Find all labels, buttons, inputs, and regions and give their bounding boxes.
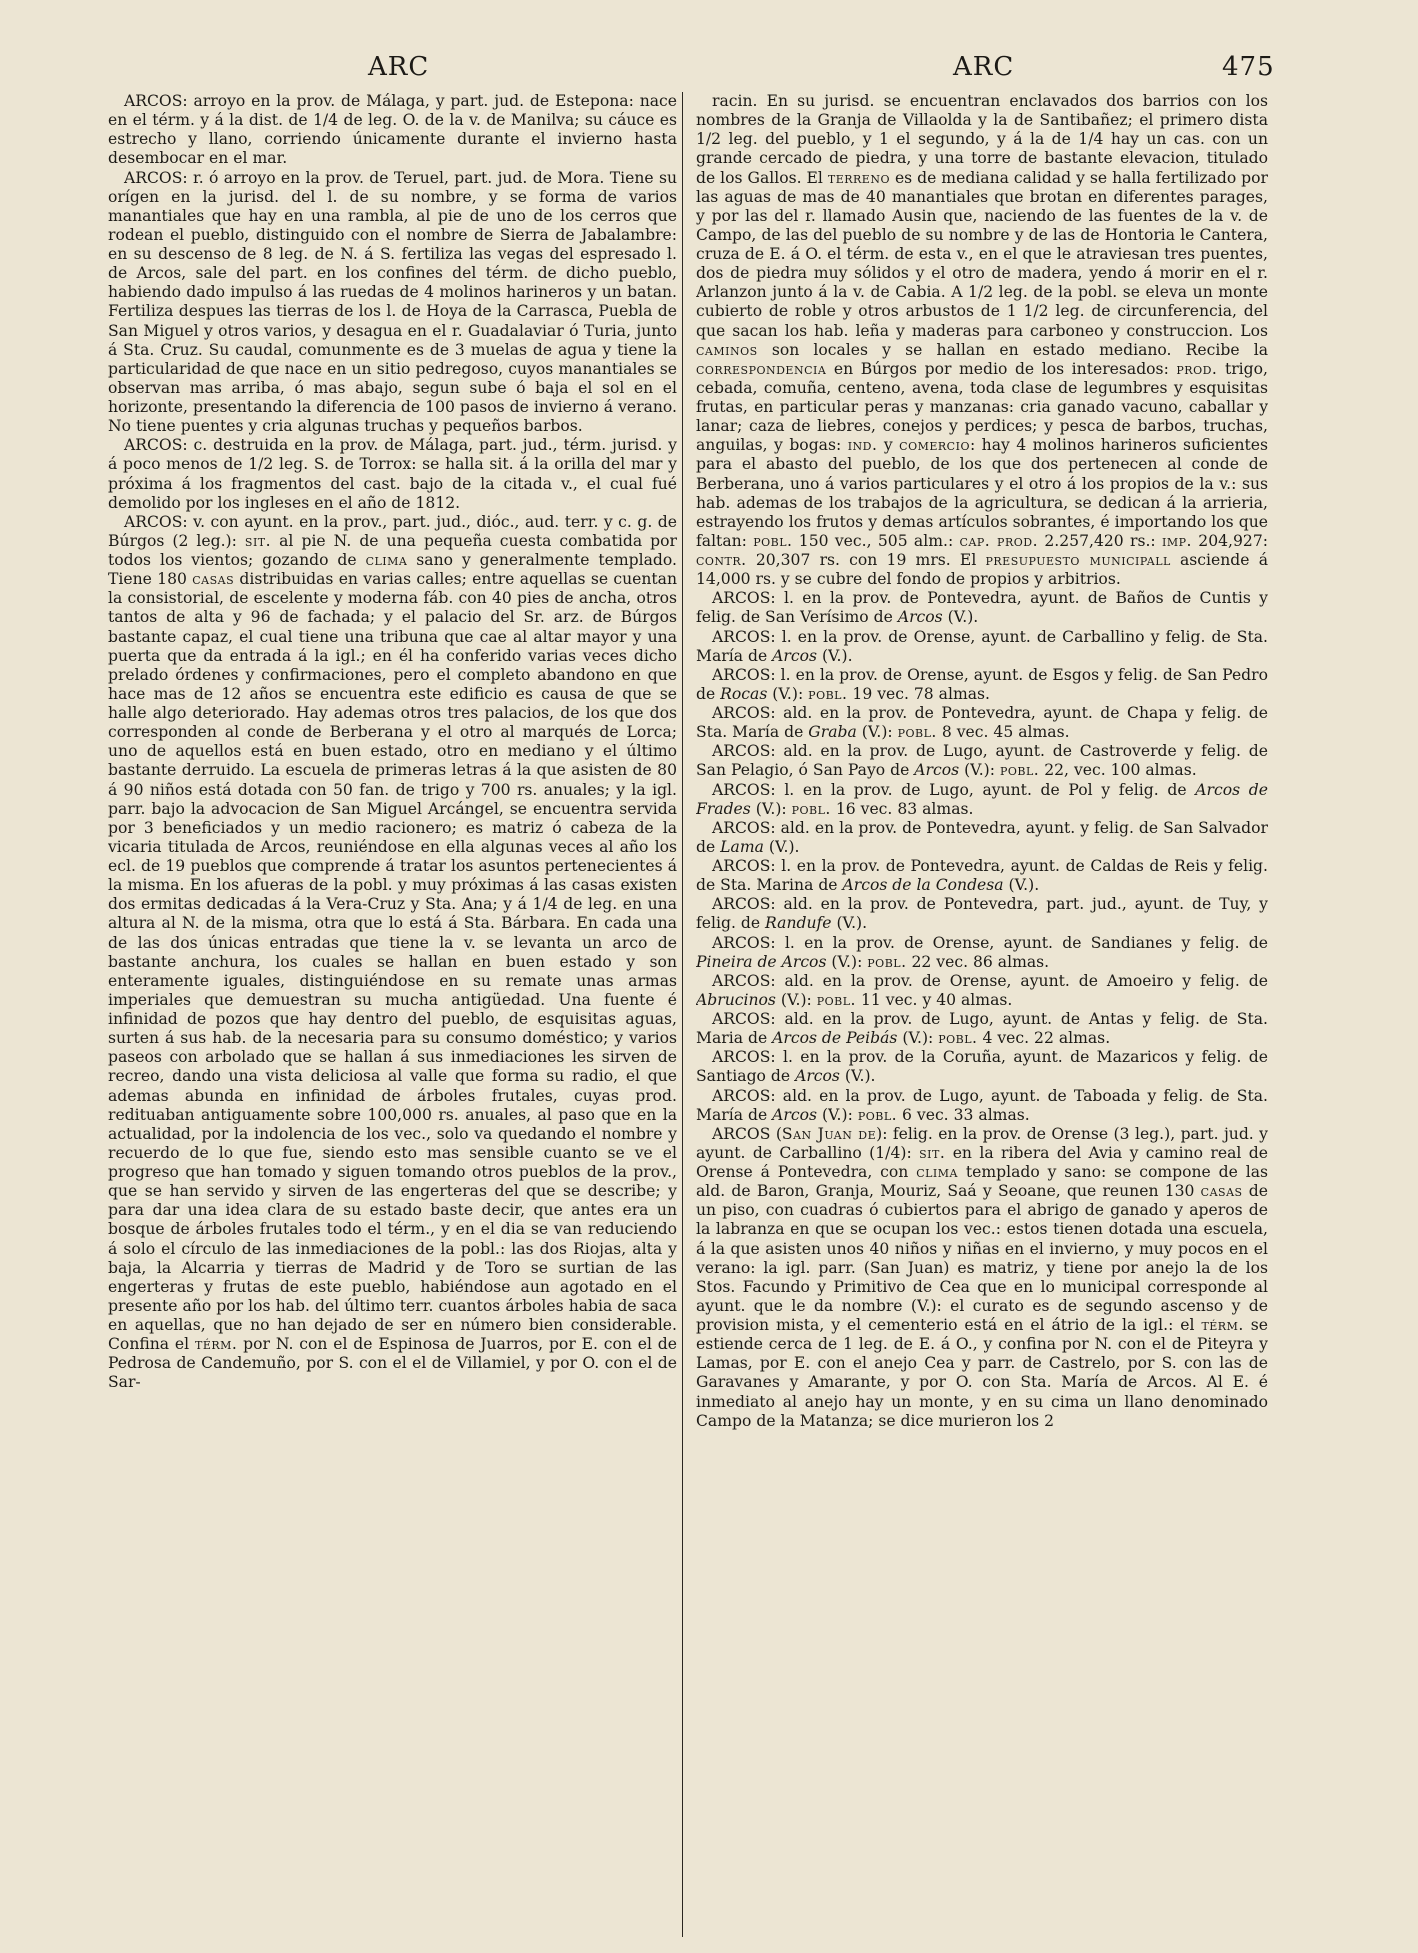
dictionary-entry — [108, 169, 677, 437]
entry-text: (V.): — [959, 761, 1000, 780]
entry-place-name: Arcos — [795, 1067, 840, 1086]
dictionary-entry — [696, 742, 1268, 780]
entry-label: sit. — [919, 1143, 946, 1162]
dictionary-entry — [696, 781, 1268, 819]
entry-text: (V.): — [767, 684, 809, 703]
entry-label: térm. — [1201, 1316, 1244, 1334]
entry-text: (V.): — [856, 723, 898, 742]
entry-text: (V.). — [763, 837, 800, 856]
entry-place-name: Arcos — [914, 761, 960, 780]
dictionary-entry — [696, 1087, 1268, 1125]
entry-text: ARCOS: c. destruida en la prov. de Málaga, part. jud., térm. jurisd. y á poco menos de 1/2 leg. S. de Torrox: se halla sit. á la orilla del mar y próxima á los fragmentos del cast. bajo de la citada v., el cual fué demolido por los ingleses en el año de 1812. — [108, 436, 677, 512]
dictionary-entry — [696, 704, 1268, 742]
entry-text: ARCOS: ald. en la prov. de Pontevedra, part. jud., ayunt. de Tuy, y felig. de — [696, 895, 1268, 933]
entry-label: caminos — [696, 340, 758, 359]
entry-label: pobl. — [791, 799, 831, 818]
entry-text: : hay 4 molinos harineros suficientes para el abasto del pueblo, de los que dos pertenecen al conde de Berberana, uno á varios particulares y el otro á los propios de la v.: sus hab. ademas de los trabajos de la agricultura, se dedican á la arrieria, estrayendo los frutos y demas artículos sobrantes, é importando los que faltan: — [696, 436, 1268, 550]
entry-text: (V.): — [750, 799, 792, 818]
entry-text: distribuidas en varias calles; entre aquellas se cuentan la consistorial, de escelente y moderna fáb. con 40 pies de ancha, otros tantos de alta y 96 de fachada; y el palacio del Sr. arz. de Búrgos bastante capaz, el cual tiene una tribuna que cae al altar mayor y una puerta que da entrada á la igl.; en él ha conferido varias veces dicho prelado órdenes y confirmaciones, pero el completo abandono en que hace mas de 12 años se encuentra este edificio es causa de que se halle algo deteriorado. Hay ademas otros tres palacios, de los que dos corresponden al conde de Berberana y el otro al marqués de Lorca; uno de aquellos está en buen estado, otro en mediano y el último bastante derruido. La escuela de primeras letras á la que asisten de 80 á 90 niños está dotada con 50 fan. de trigo y 700 rs. anuales; y la igl. parr. bajo la advocacion de San Miguel Arcángel, se encuentra servida por 3 beneficiados y un medio racionero; es matriz ó cabeza de la vicaria titulada de Arcos, reuniéndose en ella algunas veces al año los ecl. de 19 pueblos que comprende á tratar los asuntos pertenecientes á la misma. En los afueras de la pobl. y muy próximas á las casas existen dos ermitas dedicadas á la Vera-Cruz y Sta. Ana; y á 1/4 de leg. en una altura al N. de la misma, otra que lo está á Sta. Bárbara. En cada una de las dos únicas entradas que tiene la v. se levanta un arco de bastante anchura, los cuales se hallan en buen estado y son enteramente iguales, distinguiéndose en su remate unas armas imperiales que demuestran su mucha antigüedad. Una fuente é infinidad de pozos que hay dentro del pueblo, de esquisitas aguas, surten á sus hab. de la necesaria para su consumo doméstico; y varios paseos con arbolado que se hallan á sus inmediaciones les sirven de recreo, dando una vista deliciosa al valle que forma su radio, el que ademas abunda en infinidad de árboles frutales, cuyas prod. redituaban antiguamente sobre 100,000 rs. anuales, al paso que en la actualidad, por la indolencia de los vec., solo va quedando el nombre y recuerdo de lo que fue, siendo esto mas sensible cuanto se ve el progreso que han tomado y siguen tomando otros pueblos de la prov., que se han servido y sirven de las engerteras del que se describe; y para dar una idea clara de su estado baste decir, que antes era un bosque de árboles frutales todo el térm., y en el dia se van reduciendo á solo el círculo de las inmediaciones de la pobl.: las dos Riojas, alta y baja, la Alcarria y tierras de Madrid y de Toro se surtian de las engerteras y frutas de este pueblo, habiéndose aun agotado en el presente año por los hab. del último terr. cuantos árboles habia de saca en aquellas, que no han dejado de ser en número bien considerable. Confina el — [108, 570, 677, 1354]
header-left-keyword: ARC — [368, 52, 430, 82]
entry-text: ARCOS: l. en la prov. de Lugo, ayunt. de Pol y felig. de — [712, 780, 1196, 799]
entry-text: 2.257,420 rs.: — [1038, 531, 1162, 550]
dictionary-entry — [696, 895, 1268, 933]
entry-label: pobl. — [867, 952, 907, 971]
entry-text: de un piso, con cuadras ó cubiertos para el abrigo de ganado y aperos de la labranza en que se ocupan los vec.: estos tienen dotada una escuela, á la que asisten unos 40 niños y niñas en el invierno, y muy pocos en el verano: la igl. parr. (San Juan) es matriz, y tiene por anejo la de los Stos. Facundo y Primitivo de Cea que en lo municipal corresponde al ayunt. que le da nombre (V.): el curato es de segundo ascenso y de provision mista, y el cementerio está en el átrio de la igl.: el — [696, 1182, 1268, 1334]
entry-text: ARCOS: ald. en la prov. de Lugo, ayunt. de Taboada y felig. de Sta. María de — [696, 1086, 1268, 1124]
entry-label: correspondencia — [696, 359, 827, 378]
entry-text: ARCOS: r. ó arroyo en la prov. de Teruel, part. jud. de Mora. Tiene su orígen en la jurisd. del l. de su nombre, y se forma de varios manantiales que hay en una rambla, al pie de uno de los cerros que rodean el pueblo, distinguido con el nombre de Sierra de Jabalambre: en su descenso de 8 leg. de N. á S. fertiliza las vegas del espresado l. de Arcos, sale del part. en los confines del térm. de dicho pueblo, habiendo dado impulso á las ruedas de 4 molinos harineros y un batan. Fertiliza despues las tierras de los l. de Hoya de la Carrasca, Puebla de San Miguel y otros varios, y desagua en el r. Guadalaviar ó Turia, junto á Sta. Cruz. Su caudal, comunmente es de 3 muelas de agua y tiene la particularidad de que nace en un sitio pedregoso, cuyos manantiales se observan mas arriba, ó mas abajo, segun sube ó baja el sol en el horizonte, presentando la diferencia de 100 pasos de invierno á verano. No tiene puentes y cria algunas truchas y pequeños barbos. — [108, 168, 677, 436]
entry-label: casas — [192, 570, 235, 589]
dictionary-entry — [696, 1048, 1268, 1086]
entry-text: ARCOS: ald. en la prov. de Orense, ayunt. de Amoeiro y felig. de — [712, 971, 1268, 990]
entry-text: 16 vec. 83 almas. — [830, 799, 974, 818]
entry-place-name: Arcos — [772, 1105, 817, 1124]
entry-text: sano y generalmente templado. Tiene 180 — [108, 551, 677, 589]
entry-text: 22, vec. 100 almas. — [1039, 761, 1197, 780]
entry-text: (V.): — [775, 990, 817, 1009]
entry-label: presupuesto municipall — [985, 551, 1171, 569]
entry-label: pobl. — [897, 723, 937, 742]
entry-text: (V.). — [816, 646, 853, 665]
entry-text: 20,307 rs. con 19 mrs. El — [746, 551, 986, 569]
header-right-keyword: ARC — [953, 52, 1015, 82]
entry-text: (V.). — [831, 914, 868, 933]
entry-text: ARCOS: ald. en la prov. de Lugo, ayunt. de Antas y felig. de Sta. Maria de — [696, 1010, 1268, 1048]
dictionary-entry — [696, 1010, 1268, 1048]
entry-text: (V.). — [839, 1067, 876, 1086]
entry-text: ARCOS: ald. en la prov. de Lugo, ayunt. de Castroverde y felig. de San Pelagio, ó San Payo de — [696, 742, 1268, 780]
dictionary-entry — [696, 819, 1268, 857]
entry-text: ARCOS: arroyo en la prov. de Málaga, y part. jud. de Estepona: nace en el térm. y á la dist. de 1/4 de leg. O. de la v. de Manilva; su cáuce es estrecho y llano, corriendo únicamente durante el invierno hasta desembocar en el mar. — [108, 92, 677, 168]
entry-place-name: Arcos de la Condesa — [842, 876, 1004, 895]
entry-text: ARCOS: l. en la prov. de Pontevedra, ayunt. de Caldas de Reis y felig. de Sta. Marina de — [696, 857, 1268, 895]
entry-text: en la ribera del Avia y camino real de Orense á Pontevedra, con — [696, 1143, 1268, 1181]
entry-text: templado y sano: se compone de las ald. de Baron, Granja, Mouriz, Saá y Seoane, que reunen 130 — [696, 1163, 1268, 1201]
dictionary-entry — [696, 628, 1268, 666]
dictionary-entry — [696, 972, 1268, 1010]
dictionary-entry — [108, 92, 677, 169]
dictionary-entry — [696, 666, 1268, 704]
entry-label: pobl. — [808, 684, 848, 703]
entry-text: son locales y se hallan en estado mediano. Recibe la — [757, 340, 1268, 359]
entry-text: 150 vec., 505 alm.: — [792, 531, 960, 550]
entry-text: y — [877, 436, 900, 455]
entry-text: (V.): — [897, 1029, 939, 1048]
entry-label: clima — [365, 551, 408, 569]
entry-label: pobl. — [816, 990, 856, 1009]
entry-text: 6 vec. 33 almas. — [897, 1105, 1030, 1124]
entry-label: comercio — [899, 436, 970, 455]
entry-text: 8 vec. 45 almas. — [936, 723, 1070, 742]
entry-text: (V.). — [1003, 876, 1040, 895]
entry-text: (V.). — [942, 608, 979, 627]
entry-text: 22 vec. 86 almas. — [906, 952, 1050, 971]
entry-text: (V.): — [816, 1105, 858, 1124]
column-divider — [682, 92, 683, 1937]
page-number: 475 — [1222, 52, 1275, 82]
entry-text: ARCOS: v. con ayunt. en la prov., part. jud., dióc., aud. terr. y c. g. de Búrgos (2 leg.): — [108, 512, 677, 550]
entry-place-name: Rocas — [720, 684, 768, 703]
entry-label: pobl. — [938, 1029, 978, 1048]
entry-label: cap. prod. — [959, 531, 1039, 550]
entry-text: se estiende cerca de 1 leg. de E. á O., y confina por N. con el de Piteyra y Lamas, por E. con el anejo Cea y parr. de Castrelo, por S. con las de Garavanes y Amarante, y por O. con Sta. María de Arcos. Al E. é inmediato al anejo hay un monte, y en su cima un llano denominado Campo de la Matanza; se dice murieron los 2 — [696, 1316, 1268, 1430]
entry-text: 4 vec. 22 almas. — [977, 1029, 1111, 1048]
entry-label: térm. — [194, 1335, 238, 1354]
entry-place-name: Lama — [720, 837, 764, 856]
entry-text: ARCOS: l. en la prov. de Orense, ayunt. de Sandianes y felig. de — [712, 933, 1268, 952]
entry-label: pobl. — [857, 1105, 898, 1124]
entry-text: ARCOS: ald. en la prov. de Pontevedra, ayunt. de Chapa y felig. de Sta. María de — [696, 704, 1268, 742]
right-column — [696, 92, 1268, 1937]
entry-label: sit. — [244, 531, 272, 550]
entry-label: ind. — [847, 436, 878, 455]
entry-label: contr. — [696, 551, 747, 569]
dictionary-entry — [696, 857, 1268, 895]
entry-label: imp. — [1162, 531, 1192, 550]
entry-label: pobl. — [999, 761, 1040, 780]
entry-text: 11 vec. y 40 almas. — [856, 990, 1013, 1009]
entry-text: ARCOS: ald. en la prov. de Pontevedra, ayunt. y felig. de San Salvador de — [696, 818, 1268, 856]
dictionary-entry — [108, 513, 677, 1393]
entry-label: San Juan de — [781, 1124, 877, 1143]
entry-text: asciende á 14,000 rs. y se cubre del fondo de propios y arbitrios. — [696, 551, 1268, 589]
entry-text: ARCOS ( — [712, 1124, 782, 1143]
entry-text: 19 vec. 78 almas. — [847, 684, 991, 703]
entry-text: ARCOS: l. en la prov. de Pontevedra, ayunt. de Baños de Cuntis y felig. de San Verísimo de — [696, 589, 1268, 627]
dictionary-entry — [696, 589, 1268, 627]
left-column — [108, 92, 677, 1937]
entry-text: ARCOS: l. en la prov. de Orense, ayunt. de Esgos y felig. de San Pedro de — [696, 665, 1268, 703]
entry-text: ): felig. en la prov. de Orense (3 leg.), part. jud. y ayunt. de Carballino (1/4): — [696, 1124, 1268, 1162]
entry-place-name: Arcos de Frades — [696, 780, 1268, 818]
entry-text: en Búrgos por medio de los interesados: — [826, 359, 1177, 378]
entry-place-name: Arcos — [897, 608, 943, 627]
entry-text: ARCOS: l. en la prov. de la Coruña, ayunt. de Mazaricos y felig. de Santiago de — [696, 1048, 1268, 1086]
dictionary-entry — [696, 1125, 1268, 1431]
running-head — [0, 52, 1418, 92]
entry-label: clima — [916, 1163, 958, 1181]
entry-text: ARCOS: l. en la prov. de Orense, ayunt. de Carballino y felig. de Sta. María de — [696, 627, 1268, 665]
entry-text: por N. con el de Espinosa de Juarros, por E. con el de Pedrosa de Candemuño, por S. con el el de Villamiel, y por O. con el de Sar- — [108, 1335, 677, 1392]
entry-label: pobl. — [753, 531, 793, 550]
entry-text: al pie N. de una pequeña cuesta combatida por todos los vientos; gozando de — [108, 531, 677, 569]
entry-place-name: Abrucinos — [696, 990, 776, 1009]
entry-place-name: Arcos de Peibás — [772, 1029, 898, 1048]
entry-text: racin. En su jurisd. se encuentran enclavados dos barrios con los nombres de la Granja de Villaolda y la de Santibañez; el primero dista 1/2 leg. del pueblo, y 1 el segundo, y á la de 1/4 hay un cas. con un grande cercado de piedra, y una torre de bastante elevacion, titulado de los Gallos. El — [696, 92, 1268, 187]
entry-text: es de mediana calidad y se halla fertilizado por las aguas de mas de 40 manantiales que brotan en diferentes parages, y por las del r. llamado Ausin que, naciendo de las fuentes de la v. de Campo, de las del pueblo de su nombre y de las de Hontoria le Cantera, cruza de E. á O. el térm. de esta v., en el que le atraviesan tres puentes, dos de piedra muy sólidos y el otro de madera, yendo á morir en el r. Arlanzon junto á la v. de Cabia. A 1/2 leg. de la pobl. se eleva un monte cubierto de roble y otros arbustos de 1 1/2 leg. de circunferencia, del que sacan los hab. leña y maderas para carboneo y construccion. Los — [696, 168, 1268, 340]
dictionary-entry — [108, 436, 677, 513]
entry-text: (V.): — [826, 952, 868, 971]
entry-place-name: Graba — [808, 723, 857, 742]
entry-place-name: Arcos — [772, 646, 817, 665]
entry-text: 204,927: — [1191, 531, 1268, 550]
entry-place-name: Pineira de Arcos — [696, 952, 827, 971]
entry-place-name: Randufe — [765, 914, 832, 933]
entry-label: casas — [1200, 1182, 1243, 1201]
entry-text: trigo, cebada, comuña, centeno, avena, toda clase de legumbres y esquisitas frutas, en particular peras y manzanas: cria ganado vacuno, caballar y lanar; caza de liebres, conejos y perdices; y pesca de barbos, truchas, anguilas, y bogas: — [696, 359, 1268, 455]
dictionary-entry — [696, 92, 1268, 589]
dictionary-entry — [696, 934, 1268, 972]
entry-label: terreno — [827, 168, 890, 187]
entry-label: prod. — [1176, 359, 1218, 378]
